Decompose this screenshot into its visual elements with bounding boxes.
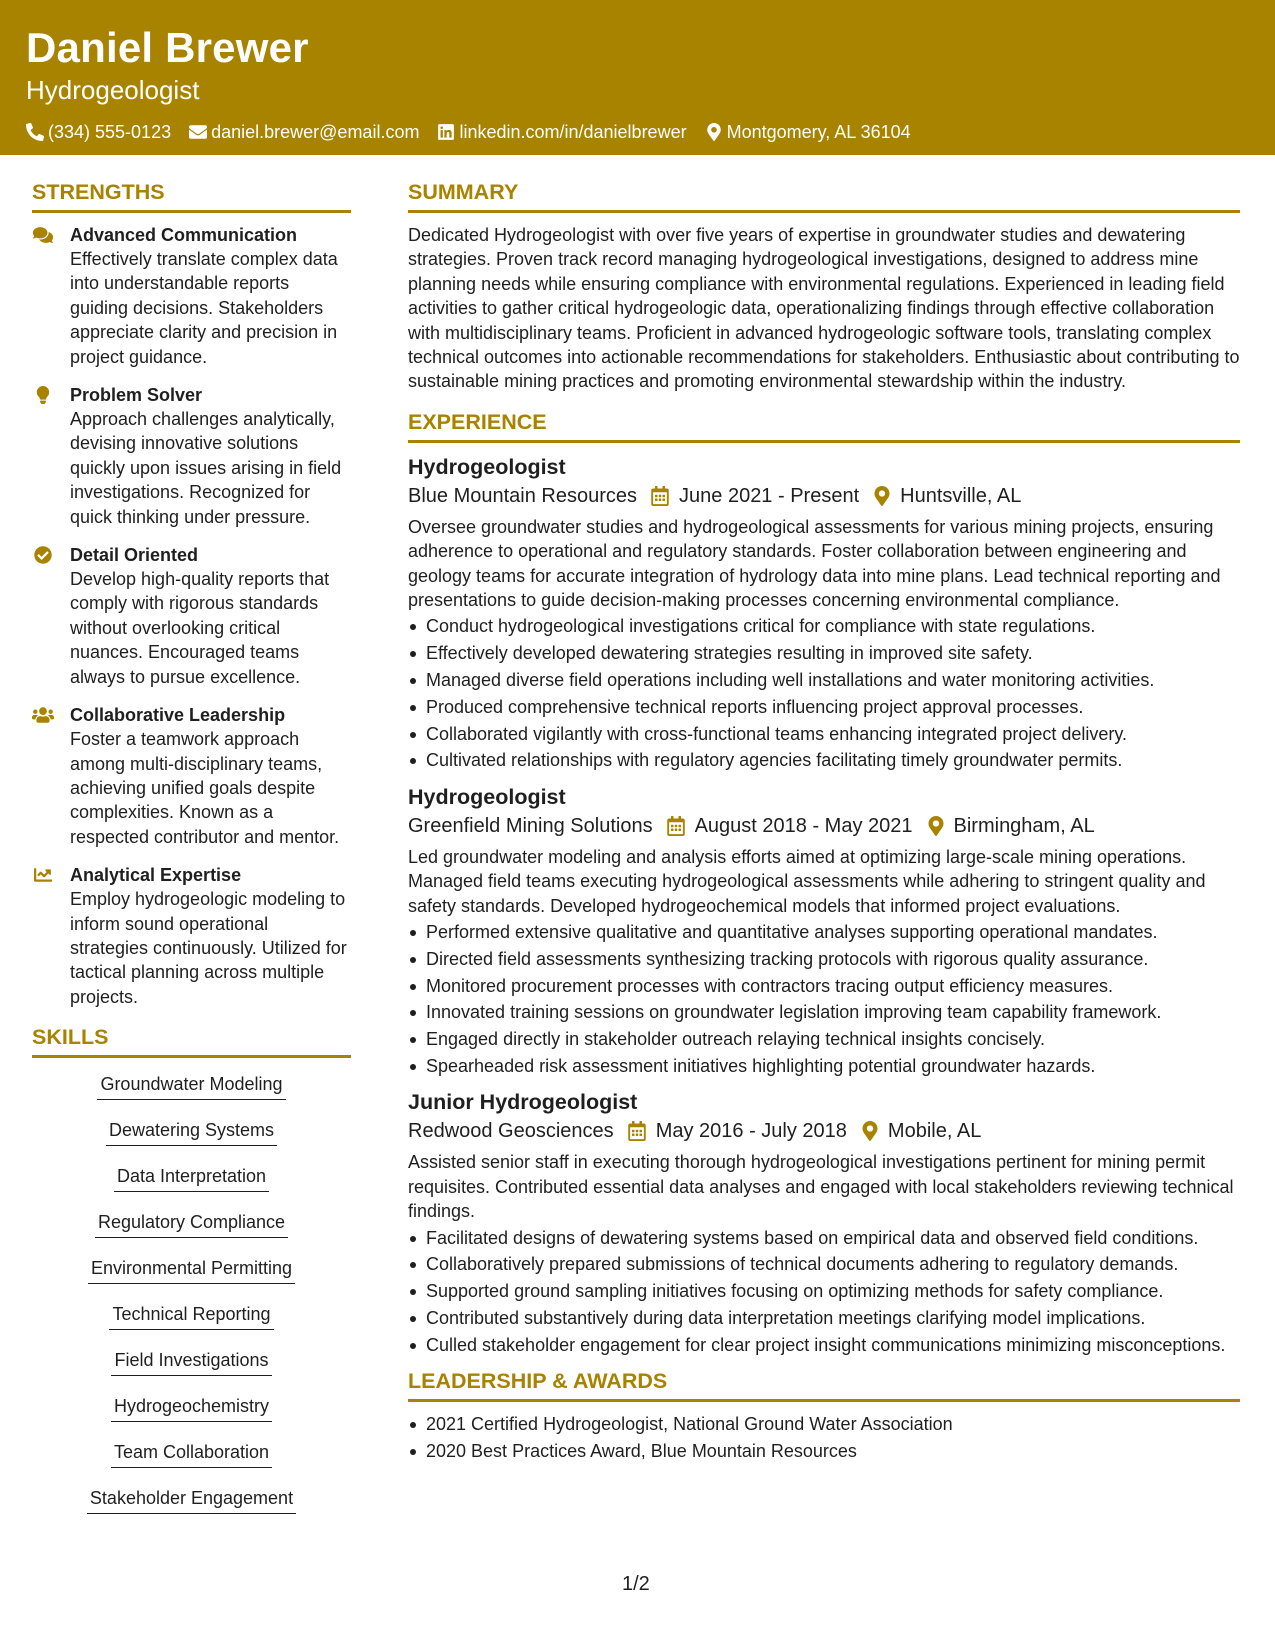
- job-title: Hydrogeologist: [408, 784, 566, 809]
- list-item: Contributed substantively during data interpretation meetings clarifying model implications.: [408, 1306, 1240, 1330]
- job-bullets: [408, 614, 1240, 772]
- contact-linkedin[interactable]: [437, 120, 686, 144]
- job-description: Assisted senior staff in executing thorough hydrogeological investigations pertinent for mining permit requisites. Contributed essential data analyses and engaged with local stakeholders reviewing technical findings.: [408, 1152, 1234, 1222]
- job-bullets: [408, 920, 1240, 1078]
- chart-line-icon: [32, 866, 54, 884]
- users-icon: [32, 706, 54, 724]
- job-title: Junior Hydrogeologist: [408, 1090, 638, 1115]
- skill-tag: Technical Reporting: [109, 1302, 273, 1330]
- list-item: Directed field assessments synthesizing tracking protocols with rigorous quality assurance.: [408, 947, 1240, 971]
- job-dates: June 2021 - Present: [679, 484, 860, 507]
- envelope-icon: [189, 123, 207, 141]
- skill-tag: Data Interpretation: [114, 1164, 269, 1192]
- job-dates: May 2016 - July 2018: [655, 1120, 847, 1143]
- skill-tag: Stakeholder Engagement: [87, 1486, 296, 1514]
- contact-bar: [26, 120, 1249, 144]
- map-marker-icon: [861, 1121, 879, 1141]
- strength-item: [32, 863, 351, 1009]
- list-item: 2021 Certified Hydrogeologist, National Ground Water Association: [408, 1412, 1240, 1436]
- candidate-title: Hydrogeologist: [26, 75, 200, 105]
- right-column: [408, 178, 1240, 1466]
- map-marker-icon: [705, 123, 723, 141]
- skill-list: [32, 1072, 351, 1532]
- strength-item: [32, 223, 351, 369]
- job-meta: [408, 811, 1240, 841]
- strength-description: Approach challenges analytically, devising innovative solutions quickly upon issues arising in field investigations. Recognized for quick thinking under pressure.: [70, 409, 342, 527]
- skill-tag: Environmental Permitting: [88, 1256, 295, 1284]
- phone-text: (334) 555-0123: [48, 122, 172, 142]
- company-name: Redwood Geosciences: [408, 1120, 614, 1143]
- skill-tag: Groundwater Modeling: [97, 1072, 285, 1100]
- strength-title: Advanced Communication: [70, 225, 298, 245]
- linkedin-link[interactable]: linkedin.com/in/danielbrewer: [459, 122, 687, 142]
- summary-heading: SUMMARY: [408, 178, 1240, 213]
- strength-description: Employ hydrogeologic modeling to inform sound operational strategies continuously. Utilized for tactical planning across multiple projects.: [70, 889, 347, 1007]
- comments-icon: [32, 226, 54, 244]
- skill-tag: Regulatory Compliance: [95, 1210, 288, 1238]
- job-meta: [408, 1116, 1240, 1146]
- awards-heading: LEADERSHIP & AWARDS: [408, 1367, 1240, 1402]
- job-meta: [408, 481, 1240, 511]
- strength-description: Develop high-quality reports that comply with rigorous standards without overlooking critical nuances. Encouraged teams always to pursue excellence.: [70, 569, 330, 687]
- phone-icon: [26, 123, 44, 141]
- calendar-icon: [667, 816, 685, 836]
- contact-email[interactable]: [189, 120, 419, 144]
- list-item: Cultivated relationships with regulatory agencies facilitating timely groundwater permits.: [408, 748, 1240, 772]
- list-item: Facilitated designs of dewatering systems based on empirical data and observed field conditions.: [408, 1226, 1240, 1250]
- skill-tag: Dewatering Systems: [106, 1118, 277, 1146]
- list-item: Culled stakeholder engagement for clear project insight communications minimizing misconceptions.: [408, 1333, 1240, 1357]
- company-name: Greenfield Mining Solutions: [408, 814, 653, 837]
- email-link[interactable]: daniel.brewer@email.com: [211, 122, 420, 142]
- job-description: Oversee groundwater studies and hydrogeological assessments for various mining projects, ensuring adherence to operational and regulatory standards. Foster collaboration between engineering and geology teams for accurate integration of hydrology data into mine plans. Lead technical reporting and presentations to guide decision-making processes concerning environmental compliance.: [408, 516, 1221, 611]
- location-text: Montgomery, AL 36104: [726, 122, 911, 142]
- awards-section: [408, 1367, 1240, 1463]
- resume-header: [0, 0, 1275, 155]
- list-item: 2020 Best Practices Award, Blue Mountain Resources: [408, 1439, 1240, 1463]
- strength-title: Problem Solver: [70, 385, 203, 406]
- list-item: Conduct hydrogeological investigations critical for compliance with state regulations.: [408, 614, 1240, 638]
- job-dates: August 2018 - May 2021: [694, 814, 913, 837]
- map-marker-icon: [927, 816, 945, 836]
- strength-title: Detail Oriented: [70, 545, 199, 566]
- strength-item: [32, 703, 351, 849]
- strength-item: [32, 543, 351, 689]
- company-name: Blue Mountain Resources: [408, 484, 638, 507]
- contact-phone: [26, 120, 171, 144]
- candidate-name: Daniel Brewer: [26, 24, 309, 71]
- awards-list: [408, 1412, 1240, 1463]
- calendar-icon: [651, 486, 669, 506]
- job-bullets: [408, 1226, 1240, 1358]
- job-entry: [408, 783, 1240, 1079]
- skill-tag: Team Collaboration: [111, 1440, 272, 1468]
- strength-title: Collaborative Leadership: [70, 705, 286, 726]
- page-number: 1/2: [622, 1573, 650, 1595]
- skills-heading: SKILLS: [32, 1023, 351, 1058]
- linkedin-icon: [437, 123, 455, 141]
- skills-section: [32, 1023, 351, 1532]
- job-location: Birmingham, AL: [953, 814, 1095, 837]
- experience-heading: EXPERIENCE: [408, 408, 1240, 443]
- list-item: Effectively developed dewatering strategies resulting in improved site safety.: [408, 641, 1240, 665]
- summary-text: Dedicated Hydrogeologist with over five years of expertise in groundwater studies and dewatering strategies. Proven track record managing hydrogeological investigations, designed to address mine planning needs while ensuring compliance with environmental regulations. Experienced in leading field activities to gather critical hydrogeologic data, operationalizing findings through effective collaboration with multidisciplinary teams. Proficient in advanced hydrogeologic software tools, translating complex technical outcomes into actionable recommendations for stakeholders. Enthusiastic about contributing to sustainable mining practices and promoting environmental stewardship within the industry.: [408, 225, 1240, 392]
- list-item: Spearheaded risk assessment initiatives highlighting potential groundwater hazards.: [408, 1054, 1240, 1078]
- calendar-icon: [628, 1121, 646, 1141]
- job-entry: [408, 453, 1240, 773]
- strength-title: Analytical Expertise: [70, 865, 242, 886]
- list-item: Produced comprehensive technical reports influencing project approval processes.: [408, 695, 1240, 719]
- list-item: Innovated training sessions on groundwater legislation improving team capability framework.: [408, 1000, 1240, 1024]
- contact-location: [705, 120, 911, 144]
- list-item: Collaboratively prepared submissions of technical documents adhering to regulatory demands.: [408, 1252, 1240, 1276]
- job-title: Hydrogeologist: [408, 454, 566, 479]
- list-item: Managed diverse field operations including well installations and water monitoring activities.: [408, 668, 1240, 692]
- job-description: Led groundwater modeling and analysis efforts aimed at optimizing large-scale mining operations. Managed field teams executing hydrogeological assessments while adhering to stringent quality and safety standards. Developed hydrogeochemical models that informed project evaluations.: [408, 846, 1206, 916]
- skill-tag: Field Investigations: [111, 1348, 271, 1376]
- list-item: Supported ground sampling initiatives focusing on optimizing methods for safety compliance.: [408, 1279, 1240, 1303]
- skill-tag: Hydrogeochemistry: [111, 1394, 272, 1422]
- job-location: Mobile, AL: [887, 1120, 982, 1143]
- check-circle-icon: [32, 546, 54, 564]
- strength-description: Effectively translate complex data into understandable reports guiding decisions. Stakeholders appreciate clarity and precision in project guidance.: [70, 249, 338, 367]
- map-marker-icon: [873, 486, 891, 506]
- list-item: Performed extensive qualitative and quantitative analyses supporting operational mandates.: [408, 920, 1240, 944]
- job-entry: [408, 1088, 1240, 1357]
- strengths-heading: STRENGTHS: [32, 178, 351, 213]
- lightbulb-icon: [32, 386, 54, 404]
- list-item: Monitored procurement processes with contractors tracing output efficiency measures.: [408, 974, 1240, 998]
- left-column: [32, 178, 351, 1532]
- list-item: Collaborated vigilantly with cross-functional teams enhancing integrated project delivery.: [408, 722, 1240, 746]
- strength-description: Foster a teamwork approach among multi-disciplinary teams, achieving unified goals despite complexities. Known as a respected contributor and mentor.: [70, 729, 340, 847]
- strength-item: [32, 383, 351, 529]
- job-location: Huntsville, AL: [900, 484, 1022, 507]
- list-item: Engaged directly in stakeholder outreach relaying technical insights concisely.: [408, 1027, 1240, 1051]
